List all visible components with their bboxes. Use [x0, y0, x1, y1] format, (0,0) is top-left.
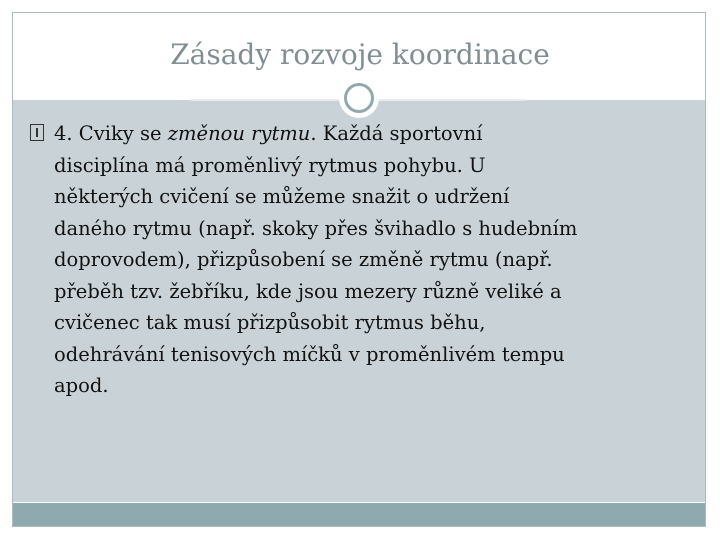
- paragraph-emphasis: změnou rytmu: [167, 122, 311, 145]
- bullet-icon: [30, 118, 52, 149]
- divider-ring-icon: [339, 78, 379, 118]
- paragraph-line: přeběh tzv. žebříku, kde jsou mezery různě veliké a: [54, 279, 562, 303]
- paragraph-line: doprovodem), přizpůsobení se změně rytmu (např.: [54, 248, 553, 271]
- paragraph-line-first: [54, 118, 694, 150]
- paragraph-line: disciplína má proměnlivý rytmus pohybu. U: [54, 153, 486, 177]
- paragraph-line: cvičenec tak musí přizpůsobit rytmus běhu,: [54, 311, 486, 334]
- ring-inner-circle: [344, 83, 374, 113]
- paragraph-line: odehrávání tenisových míčků v proměnlivém tempu: [54, 342, 565, 366]
- slide-title: Zásady rozvoje koordinace: [170, 38, 550, 71]
- paragraph-line: daného rytmu (např. skoky přes švihadlo s hudebním: [54, 216, 578, 240]
- paragraph-after-emphasis: . Každá sportovní: [310, 122, 483, 145]
- paragraph-line: apod.: [54, 374, 109, 397]
- unknown-glyph-box-icon: [30, 124, 44, 141]
- paragraph-line: některých cvičení se můžeme snažit o udržení: [54, 185, 510, 208]
- footer-bar: [13, 503, 705, 526]
- body-paragraph: [54, 118, 694, 402]
- paragraph-prefix: 4. Cviky se: [54, 122, 168, 145]
